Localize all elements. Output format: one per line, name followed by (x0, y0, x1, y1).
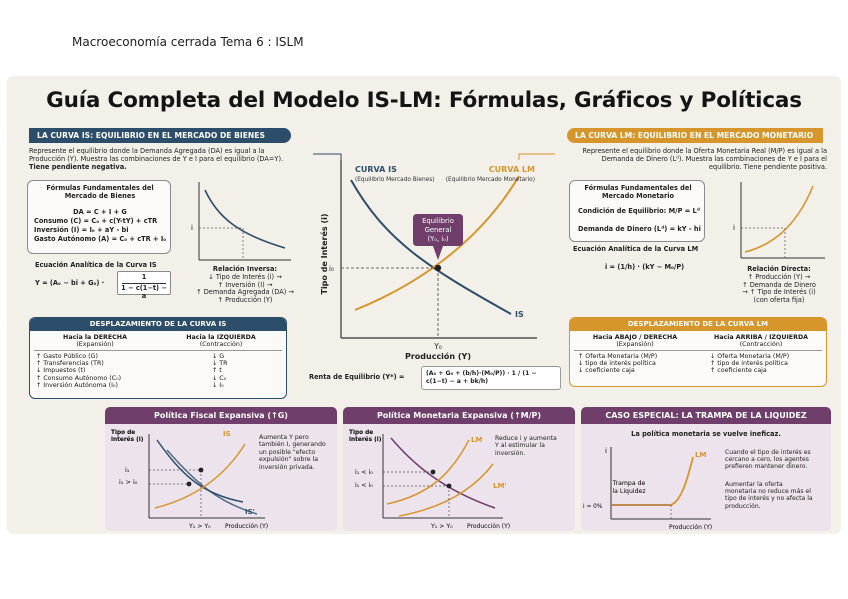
lm-desc-line: Represente el equilibrio donde la Oferta Monetaria Real (M/P) es igual a la (582, 147, 827, 155)
is-formula-da: DA = C + I + G (73, 208, 127, 216)
mini-i-label: i (733, 224, 735, 232)
main-y-label: Tipo de Interés (i) (320, 213, 329, 295)
is-description (29, 148, 329, 171)
list-item: ↓ TR (212, 360, 228, 368)
trap-subtitle: La política monetaria se vuelve ineficaz. (631, 430, 781, 438)
lm-section-band: LA CURVA LM: EQUILIBRIO EN EL MERCADO MONETARIO (567, 128, 823, 143)
lm-relation-line: Relación Directa: (747, 265, 811, 273)
is-shift-table (29, 317, 287, 399)
is-formula-inversion: Inversión (I) = I₀ + aY - bi (34, 226, 129, 234)
is-analytic-den: 1 − c(1−t) − a (121, 284, 167, 300)
lm-mini-chart (729, 176, 829, 264)
list-item: ↓ C₀ (212, 374, 227, 382)
document-header: Macroeconomía cerrada Tema 6 : ISLM (72, 35, 304, 49)
lm-description (527, 148, 827, 171)
lm-relation-line: ↑ Demanda de Dinero (742, 280, 816, 289)
lm-shift-col2-head (700, 334, 822, 348)
trap-zero-label: i ≈ 0% (583, 504, 603, 510)
is-relation-line: ↑ Producción (Y) (217, 296, 273, 305)
trap-i-label: i (605, 447, 607, 455)
is-curve-label: CURVA IS (355, 165, 397, 174)
is-relation-line: ↑ Demanda Agregada (DA) → (196, 288, 294, 297)
lm-relation-line: (con oferta fija) (753, 296, 805, 305)
note-line: producción. (725, 502, 761, 510)
lm-relation-line: → ↑ Tipo de Interés (i) (742, 288, 816, 297)
col-head-line: Hacia la IZQUIERDA (186, 334, 256, 341)
fiscal-y-cmp: Y₁ > Y₀ (189, 523, 211, 530)
lm-analytic-title: Ecuación Analítica de la Curva LM (573, 245, 699, 253)
monetary-xlabel: Producción (Y) (467, 523, 511, 530)
is-shift-col1-head (34, 334, 156, 348)
lm-shift-table (569, 317, 827, 387)
fiscal-is2-label: IS' (245, 508, 255, 516)
note-line: también I, generando (259, 441, 326, 449)
fiscal-note (259, 434, 337, 471)
monetary-i-b: i₁ < i₀ (355, 482, 373, 489)
fiscal-policy-panel (105, 407, 337, 531)
lm-shift-expansion-list (578, 353, 698, 375)
col-head-line: (Contracción) (199, 341, 243, 349)
lm-desc-line: Demanda de Dinero (Lᵈ). Muestra las combinaciones de Y e I para el (601, 154, 827, 163)
connector (313, 154, 341, 160)
fiscal-ylabel: Tipo de (111, 430, 136, 436)
is-tag: IS (515, 310, 524, 319)
lm-shift-title: DESPLAZAMIENTO DE LA CURVA LM (570, 318, 826, 331)
lm-curve (155, 444, 245, 508)
is-desc-line: Represente el equilibrio donde la Demanda Agregada (DA) es igual a la (29, 147, 265, 155)
trap-label: Trampa de (612, 480, 646, 487)
lm-shift-contraction-list (710, 353, 826, 375)
list-item: ↑ coeficiente caja (710, 367, 767, 375)
is-relation-line: ↑ Inversión (I) → (217, 280, 273, 289)
eq-label: Equilibrio (422, 217, 454, 225)
note-line: monetaria no reduce más el (725, 488, 811, 496)
note-line: inversión. (495, 449, 526, 457)
lm-analytic-eq: i = (1/h) · (kY − M₀/P) (605, 263, 685, 271)
monetary-i-a: i₁ < i₀ (355, 469, 373, 476)
lm-curve-sub: (Equilibrio Mercado Monetario) (445, 177, 535, 183)
lm-relation-line: ↑ Producción (Y) → (747, 272, 811, 281)
list-item: ↓ Impuestos (t) (36, 367, 86, 375)
note-line: Aumentar la oferta (725, 481, 783, 488)
col-head-line: (Contracción) (739, 341, 783, 349)
fiscal-i1: i₁ (125, 466, 130, 474)
lm-shift-col1-head (574, 334, 696, 348)
liquidity-trap-panel (581, 407, 831, 531)
lm-formulas-title: Fórmulas Fundamentales del Mercado Monetario (584, 184, 692, 200)
is-mini-curve (205, 190, 285, 248)
lm-formulas-box (569, 180, 705, 242)
list-item: ↓ G (212, 353, 225, 360)
monetary-note (495, 435, 575, 457)
list-item: ↑ Transferencias (TR) (36, 360, 104, 368)
is-desc-line: Tiene pendiente negativa. (29, 162, 127, 171)
list-item: ↑ tipo de interés política (710, 360, 788, 368)
is-curve (351, 180, 511, 314)
lm-formula-eq: Condición de Equilibrio: M/P = Lᵈ (578, 207, 700, 215)
note-line: un posible "efecto (259, 448, 316, 456)
is-prime-curve (167, 450, 257, 514)
fiscal-xlabel: Producción (Y) (225, 523, 269, 530)
is-shift-right-list (36, 353, 156, 389)
lm-relation (723, 266, 835, 305)
is-section-band: LA CURVA IS: EQUILIBRIO EN EL MERCADO DE BIENES (29, 128, 291, 143)
page-title: Guía Completa del Modelo IS-LM: Fórmulas, Gráficos y Políticas (46, 88, 802, 113)
is-formula-consumo: Consumo (C) = C₀ + c(Y-tY) + cTR (34, 217, 158, 225)
monetary-ylabel: Tipo de (349, 430, 374, 436)
fiscal-panel-title: Política Fiscal Expansiva (↑G) (105, 407, 337, 424)
new-equilibrium (447, 484, 452, 489)
is-mini-chart (187, 176, 297, 266)
lm-desc-line: equilibrio. Tiene pendiente positiva. (708, 162, 827, 171)
is-analytic-title: Ecuación Analítica de la Curva IS (35, 261, 157, 269)
col-head-line: (Expansión) (616, 341, 654, 349)
main-x-label: Producción (Y) (404, 352, 472, 361)
note-line: Cuando el tipo de interés es (725, 449, 811, 456)
monetary-lm2-label: LM' (493, 482, 507, 490)
trap-chart (581, 441, 717, 531)
is-formulas-title: Fórmulas Fundamentales del Mercado de Bienes (46, 184, 154, 200)
is-relation (189, 266, 301, 305)
note-line: expulsión" sobre la (259, 456, 319, 464)
note-line: cercano a cero, los agentes (725, 456, 809, 464)
col-head-line: Hacia ABAJO / DERECHA (592, 334, 678, 341)
list-item: ↑ t (212, 367, 222, 375)
is-shift-col2-head (160, 334, 282, 348)
is-curve-sub: (Equilibrio Mercado Bienes) (355, 177, 435, 183)
divider (34, 350, 282, 351)
note-line: prefieren mantener dinero. (725, 463, 808, 471)
list-item: ↓ Oferta Monetaria (M/P) (710, 353, 790, 360)
fiscal-ylabel: interés (i) (111, 437, 144, 443)
trap-lm-label: LM (695, 451, 707, 459)
note-line: Y al estimular la (495, 442, 545, 450)
trap-note-2 (725, 481, 829, 510)
islm-infographic (7, 76, 841, 534)
note-line: inversión privada. (259, 463, 315, 471)
monetary-lm-label: LM (471, 436, 483, 444)
fiscal-i-cmp: i₁ > i₀ (119, 478, 138, 486)
col-head-line: Hacia ARRIBA / IZQUIERDA (713, 334, 809, 341)
monetary-policy-panel (343, 407, 575, 531)
is-analytic-eq-left: Y = (A₀ − bi + G₀) · (35, 279, 105, 287)
is-relation-line: ↓ Tipo de Interés (i) → (208, 272, 282, 281)
trap-note-1 (725, 449, 829, 471)
is-analytic-fraction (117, 271, 171, 300)
is-shift-left-list (212, 353, 272, 389)
list-item: ↑ Consumo Autónomo (C₀) (36, 374, 122, 382)
list-item: ↑ Oferta Monetaria (M/P) (578, 353, 658, 360)
trap-panel-title: CASO ESPECIAL: LA TRAMPA DE LA LIQUIDEZ (581, 407, 831, 424)
col-head-line: (Expansión) (76, 341, 114, 349)
note-line: Aumenta Y pero (259, 434, 309, 441)
monetary-y-cmp: Y₁ > Y₀ (431, 523, 453, 530)
lm-prime-curve (399, 464, 493, 516)
list-item: ↑ Inversión Autónoma (I₀) (36, 381, 118, 389)
lm-formula-demand: Demanda de Dinero (Lᵈ) = kY - hi (578, 225, 701, 233)
renta-equation: (A₀ + G₀ + (b/h)·(M₀/P)) · 1 / (1 − c(1−t) − a + bk/h) (421, 366, 561, 390)
i0-label: i₀ (329, 265, 334, 273)
mini-i-label: i (191, 224, 193, 232)
old-equilibrium (431, 470, 436, 475)
eq-label: General (424, 226, 452, 234)
is-shift-title: DESPLAZAMIENTO DE LA CURVA IS (30, 318, 286, 331)
trap-xlabel: Producción (Y) (669, 524, 713, 531)
monetary-ylabel: interés (i) (349, 437, 382, 443)
list-item: ↓ coeficiente caja (578, 367, 635, 375)
is-formula-gasto: Gasto Autónomo (A) = C₀ + cTR + I₀ (34, 235, 167, 243)
equilibrium-point (435, 265, 441, 271)
renta-label: Renta de Equilibrio (Y*) = (309, 373, 405, 381)
is-desc-line: Producción (Y). Muestra las combinaciones de Y e I para el equilibrio (DA=Y). (29, 154, 284, 163)
is-analytic-num: 1 (141, 273, 147, 281)
note-line: Reduce i y aumenta (495, 435, 557, 442)
lm-mini-curve (745, 186, 813, 252)
col-head-line: Hacia la DERECHA (63, 334, 127, 341)
is-relation-line: Relación Inversa: (212, 265, 278, 273)
note-line: tipo de interés y no afecta la (725, 495, 813, 503)
old-equilibrium (187, 482, 192, 487)
eq-label: (Y₀, i₀) (427, 235, 449, 243)
list-item: ↓ I₀ (212, 381, 224, 389)
is-formulas-box (27, 180, 171, 254)
is-curve (391, 438, 495, 508)
lm-curve-label: CURVA LM (488, 165, 535, 174)
list-item: ↑ Gasto Público (G) (36, 353, 98, 360)
new-equilibrium (199, 468, 204, 473)
list-item: ↓ tipo de interés política (578, 360, 656, 368)
divider (574, 350, 822, 351)
monetary-panel-title: Política Monetaria Expansiva (↑M/P) (343, 407, 575, 424)
y0-label: Y₀ (434, 342, 442, 351)
trap-label: la Liquidez (612, 488, 646, 495)
fiscal-is-label: IS (223, 430, 231, 438)
